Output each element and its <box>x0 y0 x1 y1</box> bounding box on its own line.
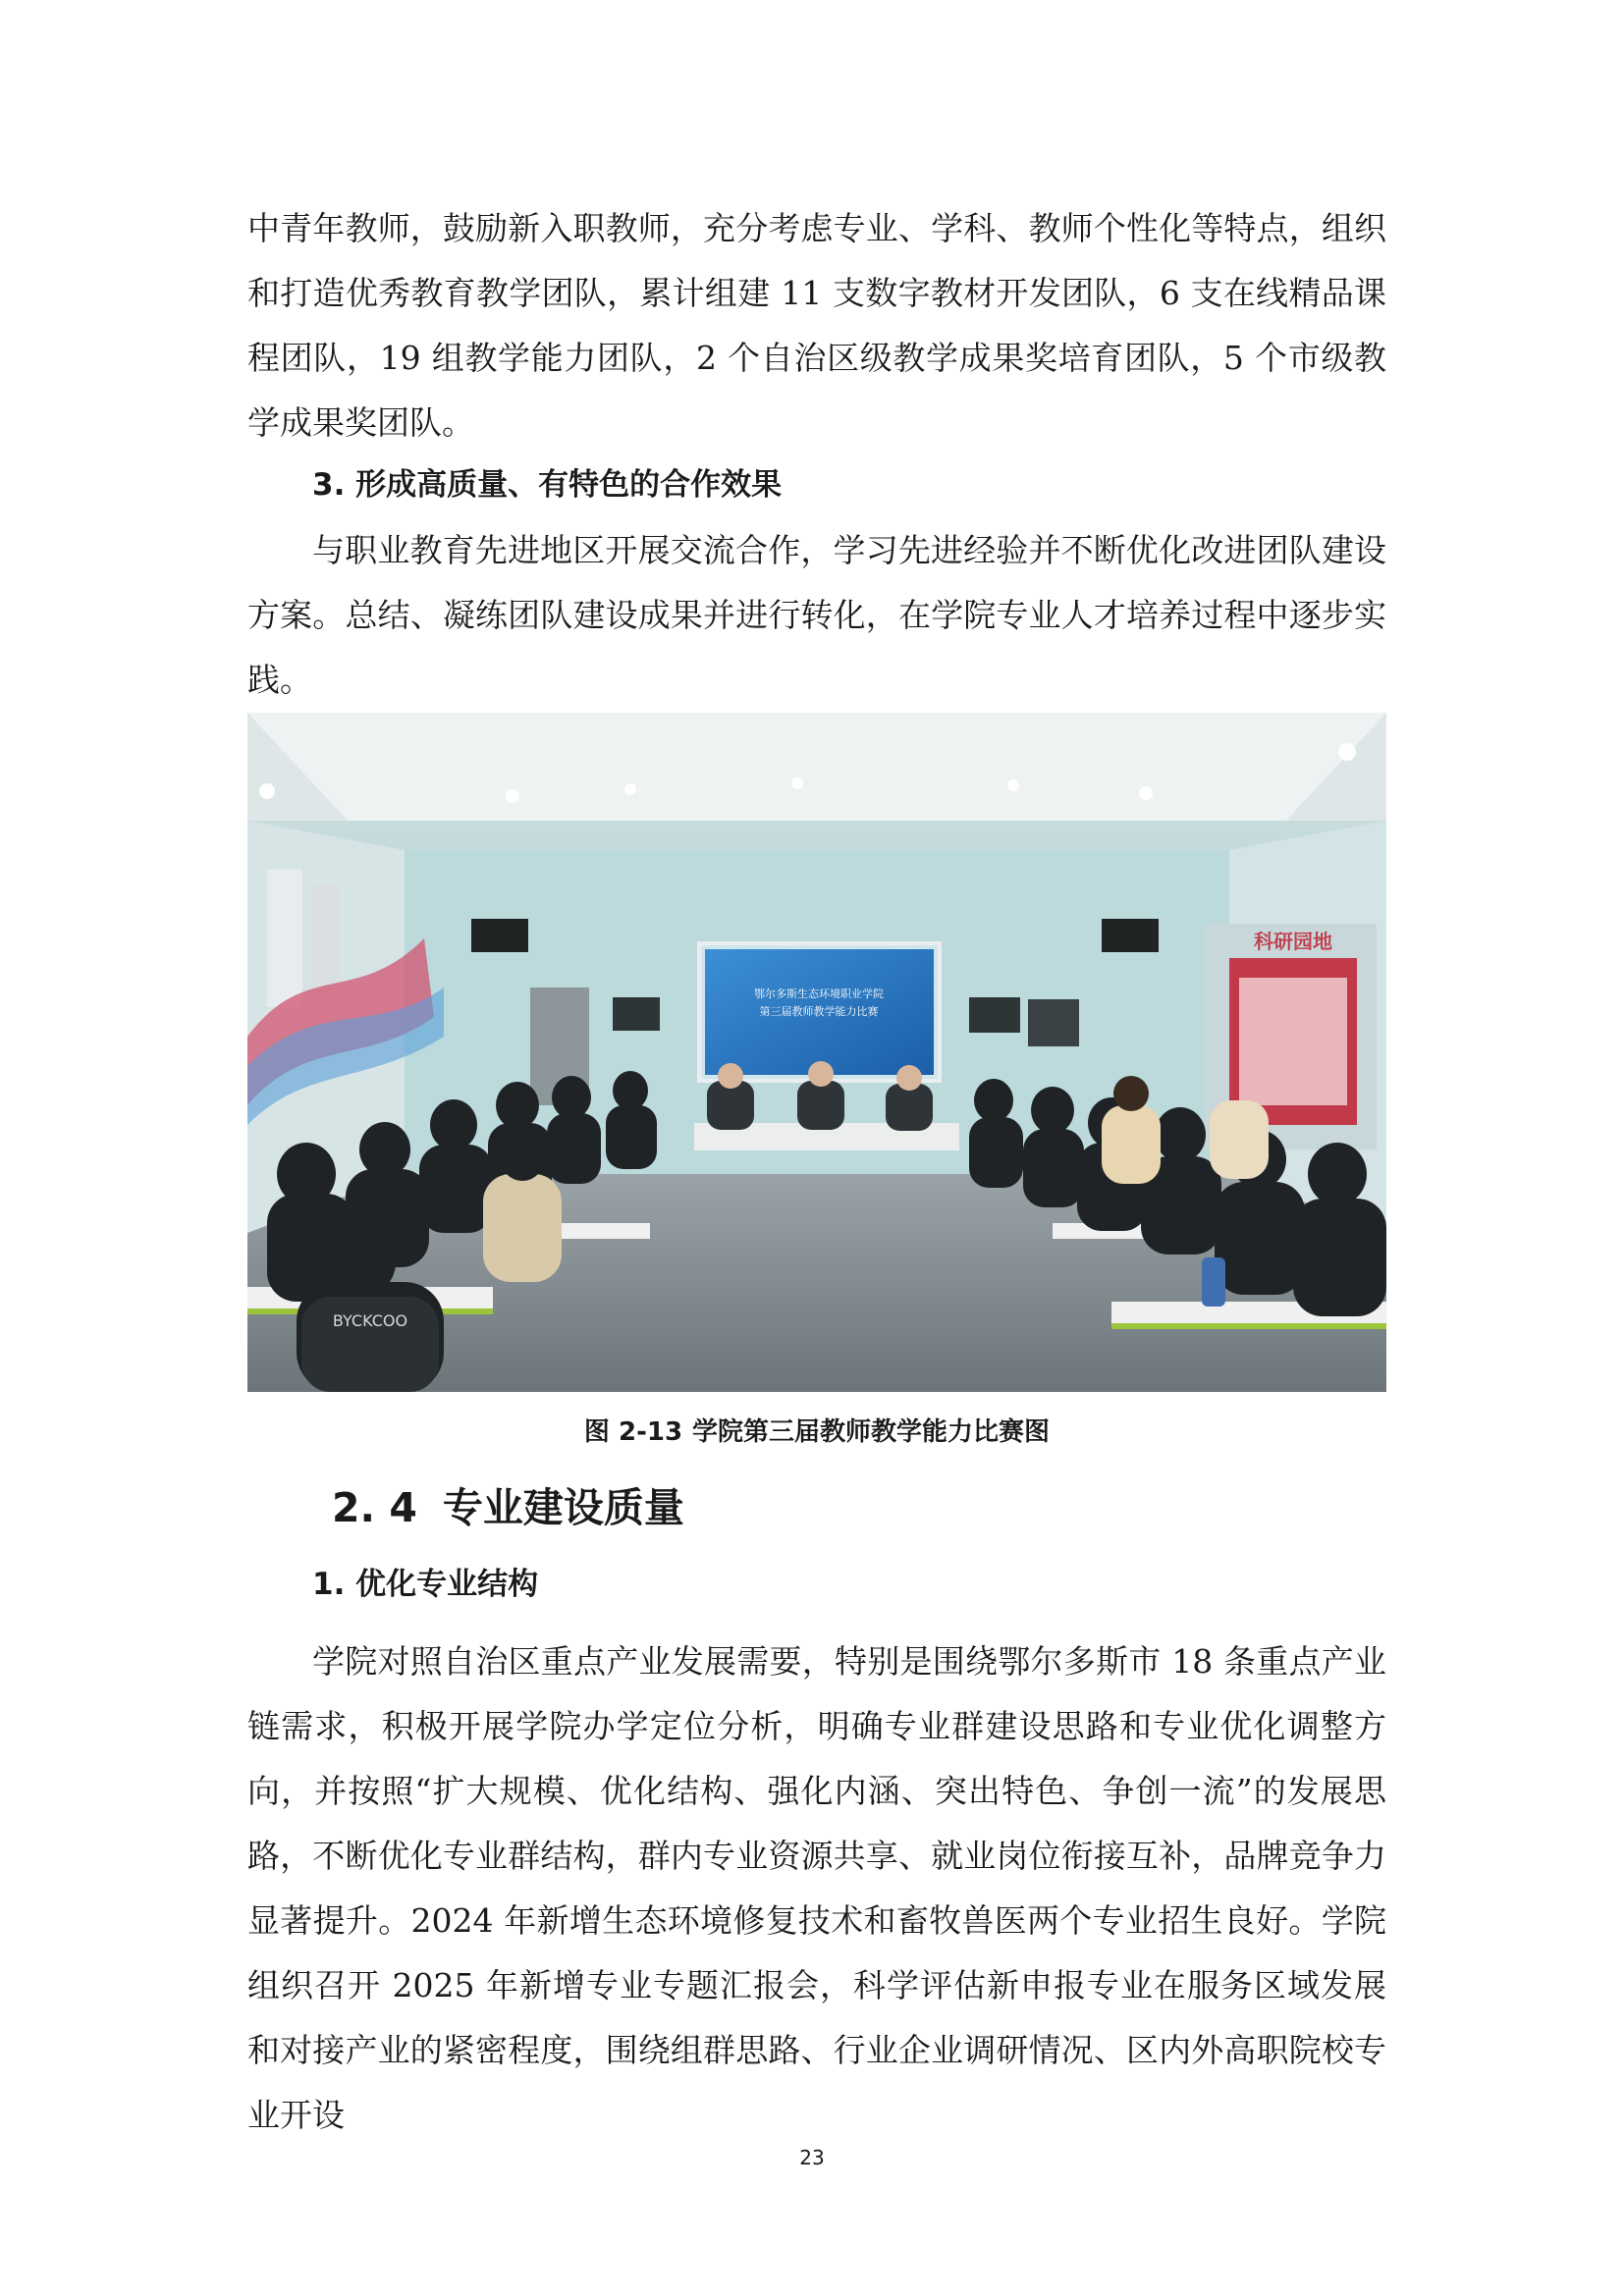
section-heading <box>332 1480 684 1535</box>
figure-label: 图 2-13 <box>583 1417 683 1447</box>
figure-photo-teaching-competition <box>247 713 1386 1392</box>
screen-title-line2: 第三届教师教学能力比赛 <box>759 1005 879 1018</box>
subheading-structure: 1. 优化专业结构 <box>312 1567 539 1602</box>
paragraph-cooperation: 与职业教育先进地区开展交流合作，学习先进经验并不断优化改进团队建设方案。总结、凝练团队建设成果并进行转化，在学院专业人才培养过程中逐步实践。 <box>247 531 1386 699</box>
figure-caption-text: 学院第三届教师教学能力比赛图 <box>692 1417 1051 1447</box>
section-title: 专业建设质量 <box>442 1484 684 1531</box>
sweater-print: BYCKCOO <box>332 1311 408 1330</box>
subheading-cooperation: 3. 形成高质量、有特色的合作效果 <box>312 467 783 503</box>
page-number: 23 <box>799 2146 825 2169</box>
section-number: 2. 4 <box>332 1484 417 1531</box>
paragraph-teams: 中青年教师，鼓励新入职教师，充分考虑专业、学科、教师个性化等特点，组织和打造优秀教育教学团队，累计组建 11 支数字教材开发团队，6 支在线精品课程团队，19 组教学能力团队，2 个自治区级教学成果奖培育团队，5 个市级教学成果奖团队。 <box>247 209 1386 442</box>
paragraph-structure: 学院对照自治区重点产业发展需要，特别是围绕鄂尔多斯市 18 条重点产业链需求，积极开展学院办学定位分析，明确专业群建设思路和专业优化调整方向，并按照“扩大规模、优化结构、强化内涵、突出特色、争创一流”的发展思路，不断优化专业群结构，群内专业资源共享、就业岗位衔接互补，品牌竞争力显著提升。2024 年新增生态环境修复技术和畜牧兽医两个专业招生良好。学院组织召开 2025 年新增专业专题汇报会，科学评估新申报专业在服务区域发展和对接产业的紧密程度，围绕组群思路、行业企业调研情况、区内外高职院校专业开设 <box>247 1642 1386 2134</box>
board-title: 科研园地 <box>1254 930 1332 953</box>
screen-title-line1: 鄂尔多斯生态环境职业学院 <box>754 988 884 1000</box>
figure-caption <box>247 1415 1386 1450</box>
